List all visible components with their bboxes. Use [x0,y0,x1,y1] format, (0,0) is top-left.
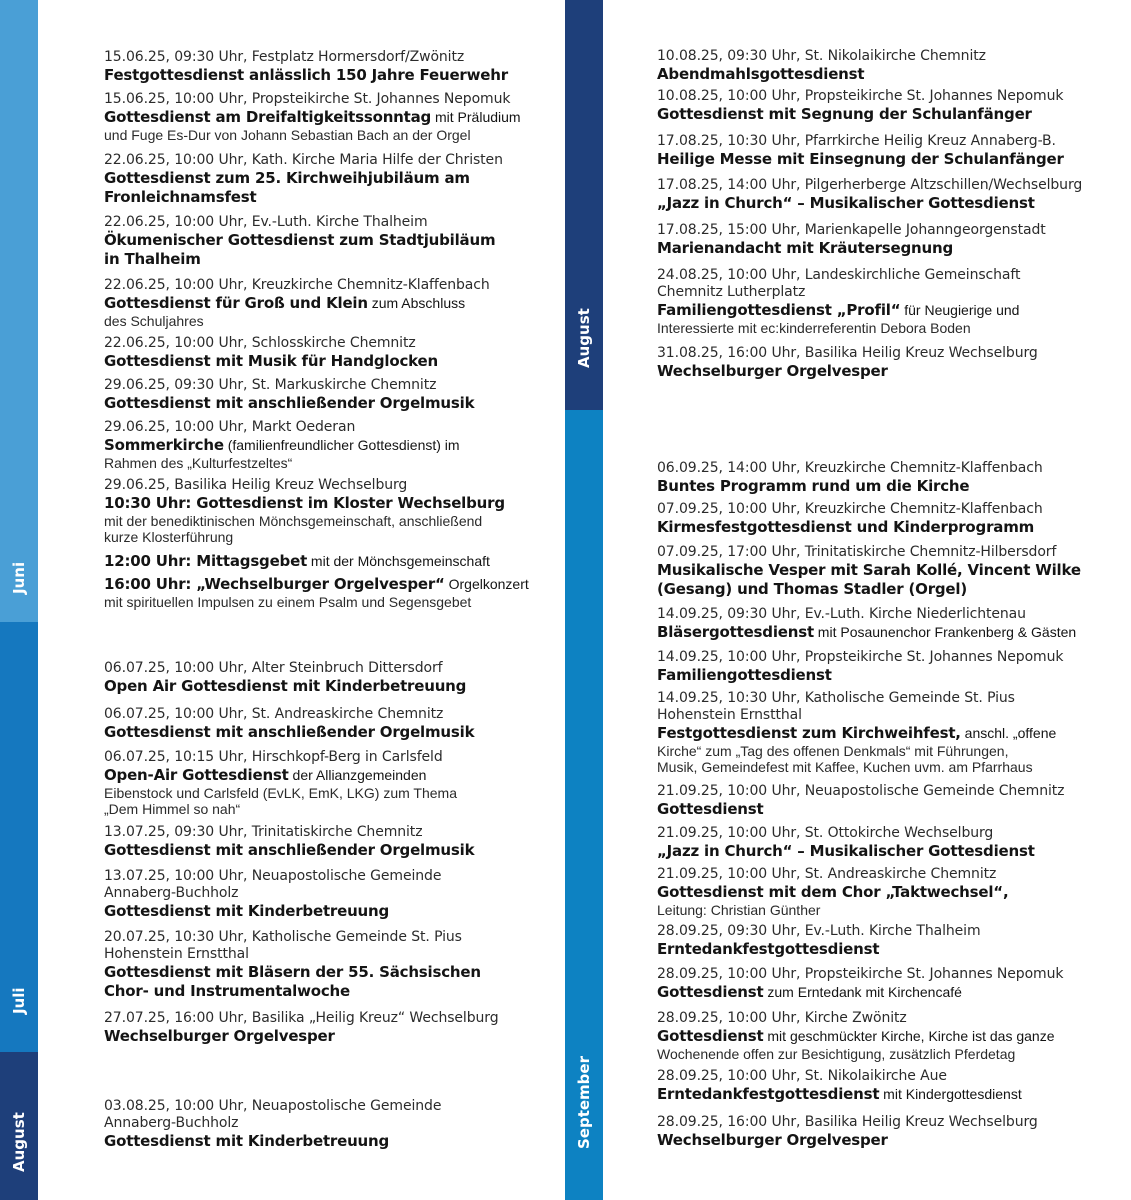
event-column-left [104,0,554,1200]
event-title-line [657,65,986,84]
event-title-line [104,294,490,313]
event-title: 16:00 Uhr: „Wechselburger Orgelvesper“ [104,575,445,593]
month-band-september [565,410,603,1200]
month-band-august-right [565,0,603,410]
event-meta: 13.07.25, 09:30 Uhr, Trinitatiskirche Chemnitz [104,824,423,840]
event-title-line [657,1027,1055,1046]
event-description: Kirche“ zum „Tag des offenen Denkmals“ mit Führungen, Musik, Gemeindefest mit Kaffee, Kuchen uvm. am Pfarrhaus [657,743,1033,775]
event-meta: 29.06.25, Basilika Heilig Kreuz Wechselburg [104,477,408,493]
event-meta: 07.09.25, 10:00 Uhr, Kreuzkirche Chemnitz-Klaffenbach [657,501,1043,517]
event-title: Familiengottesdienst [657,666,832,684]
event-title-line [104,963,481,1001]
event-entry [104,824,474,860]
event-entry [657,460,1043,496]
event-meta: 14.09.25, 10:30 Uhr, Katholische Gemeinde St. Pius Hohenstein Ernstthal [657,690,1015,723]
event-title-suffix: zum Erntedank mit Kirchencafé [763,984,962,1000]
event-meta: 29.06.25, 10:00 Uhr, Markt Oederan [104,419,356,435]
event-title-suffix: mit Posaunenchor Frankenberg & Gästen [813,624,1077,640]
event-meta: 10.08.25, 09:30 Uhr, St. Nikolaikirche Chemnitz [657,48,986,64]
event-description: mit spirituellen Impulsen zu einem Psalm und Segensgebet [104,594,472,610]
event-entry [104,706,474,742]
event-entry [657,267,1020,336]
event-description: Leitung: Christian Günther [657,902,821,918]
event-entry [657,133,1064,169]
event-entry [104,552,490,571]
event-title: Heilige Messe mit Einsegnung der Schulanfänger [657,150,1064,168]
event-meta: 24.08.25, 10:00 Uhr, Landeskirchliche Gemeinschaft Chemnitz Lutherplatz [657,267,1021,300]
event-title-line [657,105,1063,124]
event-meta: 17.08.25, 14:00 Uhr, Pilgerherberge Altzschillen/Wechselburg [657,177,1083,193]
event-title-line [104,902,441,921]
event-column-right [657,0,1117,1200]
event-meta: 21.09.25, 10:00 Uhr, Neuapostolische Gemeinde Chemnitz [657,783,1065,799]
event-meta: 21.09.25, 10:00 Uhr, St. Andreaskirche Chemnitz [657,866,997,882]
event-meta: 29.06.25, 09:30 Uhr, St. Markuskirche Chemnitz [104,377,437,393]
event-meta: 03.08.25, 10:00 Uhr, Neuapostolische Gemeinde Annaberg-Buchholz [104,1098,442,1131]
event-title: Open-Air Gottesdienst [104,766,289,784]
month-band-juli [0,622,38,1052]
event-title: Abendmahlsgottesdienst [657,65,865,83]
event-entry [657,177,1082,213]
event-title-suffix: für Neugierige und [900,302,1020,318]
event-title-line [657,940,981,959]
event-entry [104,152,503,207]
event-title-line [104,575,529,594]
event-entry [657,222,1046,258]
event-meta: 22.06.25, 10:00 Uhr, Schlosskirche Chemnitz [104,335,416,351]
event-entry [104,335,438,371]
event-entry [104,929,481,1001]
event-title: Gottesdienst mit dem Chor „Taktwechsel“, [657,883,1009,901]
event-title: Gottesdienst zum 25. Kirchweihjubiläum am Fronleichnamsfest [104,169,470,206]
event-title: Gottesdienst mit Kinderbetreuung [104,1132,390,1150]
event-meta: 28.09.25, 10:00 Uhr, Kirche Zwönitz [657,1010,907,1026]
event-entry [657,1114,1038,1150]
event-title: „Jazz in Church“ – Musikalischer Gottesdienst [657,842,1035,860]
event-entry [104,868,441,921]
event-title-line [104,1132,441,1151]
event-title-line [104,66,508,85]
month-band-juni [0,0,38,622]
event-title: Musikalische Vesper mit Sarah Kollé, Vincent Wilke (Gesang) und Thomas Stadler (Orgel) [657,561,1081,598]
event-entry [657,690,1056,775]
event-title: Festgottesdienst anlässlich 150 Jahre Feuerwehr [104,66,508,84]
event-title-line [657,666,1063,685]
event-entry [104,277,490,329]
event-entry [657,606,1076,642]
event-entry [104,477,505,545]
event-title-line [657,724,1056,743]
event-meta: 22.06.25, 10:00 Uhr, Kath. Kirche Maria Hilfe der Christen [104,152,503,168]
event-title: Gottesdienst [657,1027,764,1045]
event-title-line [657,362,1038,381]
event-entry [104,749,457,817]
event-title: Gottesdienst mit anschließender Orgelmusik [104,394,475,412]
event-entry [104,419,460,471]
month-label-juni: Juni [10,561,28,594]
event-meta: 13.07.25, 10:00 Uhr, Neuapostolische Gemeinde Annaberg-Buchholz [104,868,442,901]
event-meta: 06.07.25, 10:15 Uhr, Hirschkopf-Berg in Carlsfeld [104,749,443,765]
event-title: Gottesdienst mit Musik für Handglocken [104,352,438,370]
event-title-line [657,518,1043,537]
event-entry [104,91,521,143]
event-entry [657,1010,1055,1062]
event-description: Wochenende offen zur Besichtigung, zusätzlich Pferdetag [657,1046,1016,1062]
event-entry [104,377,474,413]
event-title-line [657,983,1063,1002]
event-title-line [104,231,495,269]
event-entry [657,1068,1022,1104]
event-entry [104,214,495,269]
event-title-line [657,239,1046,258]
event-meta: 14.09.25, 09:30 Uhr, Ev.-Luth. Kirche Niederlichtenau [657,606,1026,622]
event-title-suffix: mit Kindergottesdienst [879,1086,1022,1102]
event-title-suffix: der Allianzgemeinden [288,767,427,783]
event-title-line [104,436,460,455]
event-meta: 07.09.25, 17:00 Uhr, Trinitatiskirche Chemnitz-Hilbersdorf [657,544,1057,560]
month-label-august-right: August [575,308,593,368]
event-title: Buntes Programm rund um die Kirche [657,477,970,495]
event-description: und Fuge Es-Dur von Johann Sebastian Bach an der Orgel [104,127,471,143]
event-meta: 28.09.25, 10:00 Uhr, St. Nikolaikirche Aue [657,1068,947,1084]
event-title: Open Air Gottesdienst mit Kinderbetreuung [104,677,467,695]
event-meta: 20.07.25, 10:30 Uhr, Katholische Gemeinde St. Pius Hohenstein Ernstthal [104,929,462,962]
event-title-line [104,1027,498,1046]
event-entry [657,544,1081,599]
event-title-line [104,352,438,371]
event-entry [657,923,981,959]
event-entry [104,49,508,85]
event-title-line [657,194,1082,213]
event-title-line [104,169,503,207]
event-entry [657,649,1063,685]
event-title-line [104,766,457,785]
event-title-line [104,723,474,742]
event-entry [104,1098,441,1151]
month-label-september: September [575,1055,593,1149]
event-entry [657,966,1063,1002]
event-title-line [104,394,474,413]
event-title: Wechselburger Orgelvesper [657,1131,888,1149]
event-description: des Schuljahres [104,313,204,329]
event-meta: 14.09.25, 10:00 Uhr, Propsteikirche St. Johannes Nepomuk [657,649,1064,665]
event-title: Gottesdienst mit Kinderbetreuung [104,902,390,920]
event-title-line [104,108,521,127]
event-entry [657,501,1043,537]
event-title-suffix: Orgelkonzert [444,576,529,592]
event-title-line [657,477,1043,496]
event-meta: 28.09.25, 16:00 Uhr, Basilika Heilig Kreuz Wechselburg [657,1114,1038,1130]
event-entry [104,1010,498,1046]
event-meta: 15.06.25, 10:00 Uhr, Propsteikirche St. Johannes Nepomuk [104,91,511,107]
event-title-line [657,561,1081,599]
event-title-suffix: mit der Mönchsgemeinschaft [307,553,490,569]
event-entry [657,345,1038,381]
event-title-line [104,841,474,860]
event-title-line [104,552,490,571]
event-title: Gottesdienst mit anschließender Orgelmusik [104,723,475,741]
event-title-line [657,800,1064,819]
event-description: Interessierte mit ec:kinderreferentin Debora Boden [657,320,971,336]
event-meta: 15.06.25, 09:30 Uhr, Festplatz Hormersdorf/Zwönitz [104,49,465,65]
event-title: Gottesdienst mit Bläsern der 55. Sächsischen Chor- und Instrumentalwoche [104,963,481,1000]
event-title: Bläsergottesdienst [657,623,814,641]
event-title: Gottesdienst am Dreifaltigkeitssonntag [104,108,432,126]
event-title: Kirmesfestgottesdienst und Kinderprogramm [657,518,1035,536]
event-title-line [657,842,1035,861]
event-entry [104,660,466,696]
event-title-line [657,150,1064,169]
event-title: Gottesdienst [657,800,764,818]
month-label-august-left: August [10,1112,28,1172]
event-meta: 21.09.25, 10:00 Uhr, St. Ottokirche Wechselburg [657,825,994,841]
event-meta: 06.07.25, 10:00 Uhr, Alter Steinbruch Dittersdorf [104,660,443,676]
event-title: Ökumenischer Gottesdienst zum Stadtjubiläum in Thalheim [104,231,496,268]
event-title-suffix: mit Präludium [431,109,521,125]
event-title: Sommerkirche [104,436,224,454]
event-entry [657,825,1035,861]
event-title: Wechselburger Orgelvesper [657,362,888,380]
event-entry [104,575,529,610]
event-description: mit der benediktinischen Mönchsgemeinschaft, anschließend kurze Klosterführung [104,513,483,545]
event-entry [657,866,1008,918]
event-meta: 22.06.25, 10:00 Uhr, Ev.-Luth. Kirche Thalheim [104,214,428,230]
event-meta: 27.07.25, 16:00 Uhr, Basilika „Heilig Kreuz“ Wechselburg [104,1010,499,1026]
event-title-suffix: (familienfreundlicher Gottesdienst) im [223,437,460,453]
event-meta: 28.09.25, 10:00 Uhr, Propsteikirche St. Johannes Nepomuk [657,966,1064,982]
month-band-august-left [0,1052,38,1200]
event-meta: 06.07.25, 10:00 Uhr, St. Andreaskirche Chemnitz [104,706,444,722]
event-entry [657,88,1063,124]
event-title-line [657,1085,1022,1104]
event-title: Gottesdienst mit Segnung der Schulanfänger [657,105,1032,123]
event-title-line [657,883,1008,902]
event-entry [657,783,1064,819]
event-title: Familiengottesdienst „Profil“ [657,301,901,319]
event-title: 12:00 Uhr: Mittagsgebet [104,552,308,570]
event-title: Gottesdienst [657,983,764,1001]
event-title: Marienandacht mit Kräutersegnung [657,239,954,257]
event-title-line [657,623,1076,642]
event-title-suffix: mit geschmückter Kirche, Kirche ist das ganze [763,1028,1055,1044]
event-title-line [104,494,505,513]
month-label-juli: Juli [10,986,28,1014]
event-description: Rahmen des „Kulturfestzeltes“ [104,455,293,471]
event-title: „Jazz in Church“ – Musikalischer Gottesdienst [657,194,1035,212]
event-title-line [104,677,466,696]
event-title-line [657,301,1020,320]
event-title: Gottesdienst für Groß und Klein [104,294,368,312]
event-title: Wechselburger Orgelvesper [104,1027,335,1045]
event-description: Eibenstock und Carlsfeld (EvLK, EmK, LKG) zum Thema „Dem Himmel so nah“ [104,785,457,817]
event-meta: 28.09.25, 09:30 Uhr, Ev.-Luth. Kirche Thalheim [657,923,981,939]
event-meta: 17.08.25, 10:30 Uhr, Pfarrkirche Heilig Kreuz Annaberg-B. [657,133,1056,149]
event-title-suffix: anschl. „offene [960,725,1057,741]
event-title: 10:30 Uhr: Gottesdienst im Kloster Wechselburg [104,494,505,512]
event-entry [657,48,986,84]
event-title: Erntedankfestgottesdienst [657,1085,880,1103]
event-meta: 17.08.25, 15:00 Uhr, Marienkapelle Johanngeorgenstadt [657,222,1046,238]
event-meta: 31.08.25, 16:00 Uhr, Basilika Heilig Kreuz Wechselburg [657,345,1038,361]
event-title: Erntedankfestgottesdienst [657,940,880,958]
event-meta: 22.06.25, 10:00 Uhr, Kreuzkirche Chemnitz-Klaffenbach [104,277,490,293]
event-title-suffix: zum Abschluss [367,295,466,311]
event-title-line [657,1131,1038,1150]
event-meta: 06.09.25, 14:00 Uhr, Kreuzkirche Chemnitz-Klaffenbach [657,460,1043,476]
event-meta: 10.08.25, 10:00 Uhr, Propsteikirche St. Johannes Nepomuk [657,88,1064,104]
event-title: Festgottesdienst zum Kirchweihfest, [657,724,961,742]
event-title: Gottesdienst mit anschließender Orgelmusik [104,841,475,859]
